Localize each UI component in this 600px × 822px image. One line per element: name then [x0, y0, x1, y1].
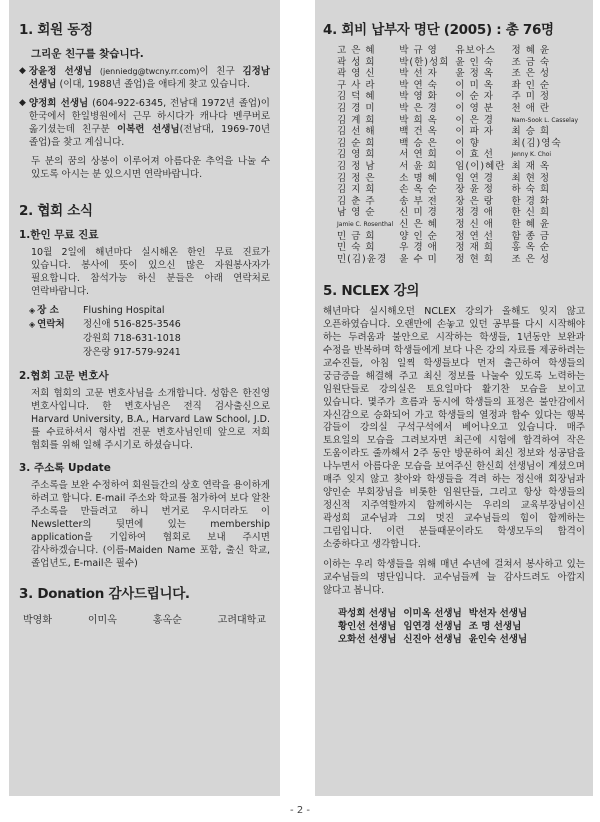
member-name: 한 경 화 — [511, 195, 551, 207]
member-name: 이 파 자 — [455, 126, 494, 138]
member-name: 김 춘 주 — [337, 195, 376, 207]
table-row — [337, 91, 584, 103]
table-row — [337, 607, 533, 620]
diamond-bullet-icon: ◆ — [19, 66, 26, 76]
contact-row-2 — [19, 332, 270, 346]
member-name: 구 사 라 — [337, 79, 376, 91]
directory-text: 주소록을 보완 수정하여 회원들간의 상호 연락을 용이하게 하려고 합니다. E-mail 주소와 학교를 첨가하여 보다 알찬 주소록을 만들려고 하니 번거로 우시더라도 이 Newsletter의 뒷면에 있는 membership application을 기입하여 협회로 보내 주시면 감사하겠습니다. (이름-Maiden Name 포함, 출신 학교, 졸업년도, E-mail은 필수) — [31, 480, 270, 569]
nclex-paragraph-2: 이하는 우리 학생들을 위해 매년 수년에 걸쳐서 봉사하고 있는 교수님들의 명단입니다. 교수님들께 늘 감사드려도 아깝지 않다고 봅니다. — [323, 558, 585, 596]
member-name: 남 영 순 — [337, 207, 376, 219]
name-yang: 양정희 선생님 — [28, 98, 89, 109]
page-number: - 2 - — [290, 805, 310, 816]
section-3-title: 3. Donation 감사드립니다. — [19, 586, 190, 602]
name-lee: 이복련 선생님 — [116, 124, 180, 135]
member-name: 윤 정 옥 — [455, 68, 494, 80]
member-name: 민 금 희 — [337, 230, 376, 242]
faculty-name: 오화선 선생님 — [338, 633, 397, 645]
text-yang-a: (604-922-6345, 전남대 1972년 졸업)이 한국에서 한일병원에서 근무 하시다가 캐나다 벤쿠버로 옮기셨는데 친구분 — [28, 98, 270, 135]
text-jang-b: (이대, 1988년 졸업)을 애타게 찾고 있습니다. — [59, 79, 250, 90]
member-name: 이 영 분 — [455, 102, 494, 114]
lawyer-text: 저희 협회의 고문 변호사님을 소개합니다. 성함은 한진영 변호사입니다. 한 변호사님은 전직 검사출신으로 Harvard University, B.A., Harvard Law School, J.D.를 수료하셔서 형사법 전문 변호사님인데 앞으로 저희 협회를 위해 일해 주시기로 하셨습니다. — [31, 388, 270, 451]
donor-list — [19, 609, 270, 626]
paragraph-closing: 두 분의 꿈의 상봉이 이루어져 아름다운 추억을 나눌 수 있도록 아시는 분 있으시면 연락바랍니다. — [31, 156, 270, 180]
member-name: 김 계 희 — [337, 114, 376, 126]
section-4-title: 4. 회비 납부자 명단 (2005) : 총 76명 — [323, 22, 554, 38]
faculty-name: 곽성희 선생님 — [338, 607, 397, 619]
member-name: 손 옥 순 — [399, 184, 438, 196]
free-clinic-text: 10월 2일에 해년마다 실시해온 한인 무료 진료가 있습니다. 봉사에 뜻이 있으신 많은 자원봉사자가 필요합니다. 참석가능 하신 분들은 아래 연락처로 연락바랍니다. — [31, 247, 270, 297]
member-name: 송 부 전 — [399, 195, 438, 207]
member-name: 서 윤 희 — [399, 160, 438, 172]
member-name: 정 신 애 — [455, 218, 494, 230]
table-row — [337, 138, 584, 150]
section-1-title: 1. 회원 동정 — [19, 22, 93, 38]
member-name: 곽 성 희 — [337, 56, 376, 68]
member-name: 장 은 랑 — [455, 195, 494, 207]
member-name: 박 연 숙 — [399, 79, 438, 91]
contact-row — [19, 318, 270, 332]
member-name: 고 은 혜 — [337, 45, 376, 56]
member-table — [337, 45, 584, 265]
paragraph-yang — [19, 97, 270, 149]
faculty-name: 황인선 선생님 — [338, 620, 397, 632]
member-name: 곽 영 신 — [337, 68, 376, 80]
member-name: 김 덕 혜 — [337, 91, 376, 103]
right-column — [315, 0, 593, 796]
member-name: 김 정 남 — [337, 160, 376, 172]
member-name: 최 승 희 — [511, 126, 551, 138]
member-name: 이 순 자 — [455, 91, 494, 103]
member-name: 민(김)윤경 — [337, 253, 388, 265]
member-name: 서 연 희 — [399, 149, 438, 161]
place-label: 장 소 — [37, 305, 59, 316]
contact-3: 장은랑 917-579-9241 — [83, 347, 181, 358]
table-row — [337, 633, 533, 646]
member-name: 이 향 — [455, 137, 480, 149]
member-name: 양 인 순 — [399, 230, 438, 242]
member-name: 소 명 혜 — [399, 172, 438, 184]
faculty-name: 조 명 선생님 — [468, 620, 522, 632]
faculty-table — [337, 607, 533, 646]
table-row — [337, 80, 584, 92]
faculty-name: 신진아 선생님 — [403, 633, 462, 645]
member-name: 김 순 희 — [337, 137, 376, 149]
text-jang-a: 이 친구 — [199, 66, 235, 77]
section-5-title: 5. NCLEX 강의 — [323, 283, 420, 300]
faculty-name: 이미옥 선생님 — [403, 607, 462, 619]
table-row — [337, 242, 584, 254]
member-name: 김 선 해 — [337, 126, 376, 138]
member-name: 박 선 자 — [399, 68, 438, 80]
member-name: Nam-Sook L. Casselay — [511, 116, 579, 124]
table-row — [337, 219, 584, 231]
member-name: 정 혜 윤 — [511, 45, 551, 56]
contact-row-3 — [19, 346, 270, 360]
name-kim: 김정남 선생님 — [28, 66, 270, 90]
member-name: 박(한)성희 — [399, 56, 450, 68]
member-name: 김 경 미 — [337, 102, 376, 114]
member-name: 최(김)영숙 — [511, 137, 562, 149]
diamond-bullet-icon: ◈ — [29, 306, 36, 315]
member-name: Jamie C. Rosenthal — [337, 220, 394, 228]
member-name: 임(이)혜란 — [455, 160, 506, 172]
member-name: 우 경 애 — [399, 242, 438, 254]
member-name: 하 숙 희 — [511, 184, 551, 196]
member-name: 좌 인 순 — [511, 79, 551, 91]
table-row — [337, 115, 584, 127]
table-row — [337, 173, 584, 185]
member-name: 박 희 옥 — [399, 114, 438, 126]
diamond-bullet-icon: ◆ — [19, 98, 26, 108]
table-row — [337, 254, 584, 266]
subsection-lawyer-title: 2.협회 고문 변호사 — [19, 370, 109, 382]
text-yang-b: (전남대, 1969-70년 졸업)을 찾고 계십니다. — [28, 124, 270, 148]
table-row — [337, 184, 584, 196]
faculty-name: 임연경 선생님 — [403, 620, 462, 632]
member-name: 정 현 희 — [455, 253, 494, 265]
member-name: 조 금 숙 — [511, 56, 551, 68]
member-name: 박 은 경 — [399, 102, 438, 114]
member-name: 박 영 화 — [399, 91, 438, 103]
member-name: 유보아스 — [455, 45, 497, 56]
donor-name: 고려대학교 — [217, 615, 266, 626]
table-row — [337, 126, 584, 138]
place-value: Flushing Hospital — [83, 305, 165, 316]
member-name: 이 미 옥 — [455, 79, 494, 91]
contact-2: 강원희 718-631-1018 — [83, 333, 181, 344]
member-name: 최 현 정 — [511, 172, 551, 184]
subsection-directory-title: 3. 주소록 Update — [19, 462, 111, 474]
member-name: 윤 수 미 — [399, 253, 438, 265]
member-name: 민 숙 희 — [337, 242, 376, 254]
diamond-bullet-icon: ◈ — [29, 320, 36, 329]
member-name: 신 은 혜 — [399, 218, 438, 230]
table-row — [337, 103, 584, 115]
table-row — [337, 57, 584, 69]
table-row — [337, 45, 584, 57]
left-column — [9, 0, 280, 796]
donor-name: 박영화 — [23, 615, 52, 626]
faculty-name: 박선자 선생님 — [468, 607, 528, 619]
member-name: 이 은 경 — [455, 114, 494, 126]
member-name: 함 종 금 — [511, 230, 551, 242]
table-row — [337, 149, 584, 161]
name-jang: 장윤정 선생님 — [28, 66, 93, 77]
table-row — [337, 68, 584, 80]
member-name: 한 신 희 — [511, 207, 551, 219]
member-name: Jenny K. Choi — [511, 151, 552, 159]
faculty-name: 윤인숙 선생님 — [468, 633, 528, 645]
member-name: 임 연 경 — [455, 172, 494, 184]
paragraph-jang — [19, 65, 270, 91]
donor-name: 홍옥순 — [152, 615, 182, 626]
member-name: 한 혜 윤 — [511, 218, 551, 230]
member-name: 조 은 성 — [511, 68, 551, 80]
table-row — [337, 620, 533, 633]
section-1-subtitle: 그리운 친구를 찾습니다. — [31, 48, 144, 60]
member-name: 김 지 희 — [337, 184, 376, 196]
table-row — [337, 196, 584, 208]
member-name: 김 영 희 — [337, 149, 376, 161]
subsection-free-clinic-title: 1.한인 무료 진료 — [19, 229, 99, 241]
member-name: 김 정 은 — [337, 172, 376, 184]
table-row — [337, 161, 584, 173]
member-name: 홍 옥 순 — [511, 242, 551, 254]
member-name: 정 재 희 — [455, 242, 494, 254]
member-name: 정 경 애 — [455, 207, 494, 219]
nclex-paragraph-1: 해년마다 실시해오던 NCLEX 강의가 올해도 잊지 않고 오픈하였습니다. 오랜만에 손놓고 있던 공부를 다시 시작해야 하는 두려움과 불안으로 시작하는 학생들, 1년동안 보완과 수정을 반복하며 학생들에게 보다 나은 강의 자료를 제공하려는 교수진들, 아침 일찍 학생들보다 먼저 출근하여 학생들의 궁금증을 해결해 주고 최신 정보를 나눌수 있도록 노력하는 임원단들로 강의실은 토요일마다 활기찬 모습을 보이고 있습니다. 몇주가 흐름과 동시에 학생들의 표정은 불안감에서 자신감으로 승화되어 가고 학생들의 열정과 합수 있다는 행복 감들이 강의실 구석구석에서 베어나오고 있습니다. 매주 토요일의 모습을 그려보자면 최근에 시험에 합격하여 작은 도움이라도 줄까해서 2주 동안 방문하여 최신 정보와 성공담을 나누면서 아름다운 모습을 보여주신 한신희 선생님이 계셨으며 매주 잊지 않고 찾아와 학생들을 격려 하는 정신애 회장님과 양인순 부회장님을 비롯한 임원단들, 그리고 항상 학생들의 정신적 지주역할까지 함께하시는 우리의 교육부장님이신 곽성희 교수님과 그외 멋진 교수님들의 힘이 함께하는 그림입니다. 이런 분들때문이라도 학생모두의 합격이 소중하다고 생각합니다. — [323, 306, 585, 550]
table-row — [337, 207, 584, 219]
email-jang: (jenniedg@twcny.rr.com) — [99, 67, 200, 76]
member-name: 장 윤 정 — [455, 184, 494, 196]
member-name: 주 미 정 — [511, 91, 551, 103]
member-name: 이 효 선 — [455, 149, 494, 161]
member-name: 정 연 선 — [455, 230, 494, 242]
member-name: 최 재 옥 — [511, 160, 551, 172]
table-row — [337, 231, 584, 243]
member-name: 천 애 란 — [511, 102, 551, 114]
donor-name: 이미옥 — [87, 615, 117, 626]
member-name: 박 규 영 — [399, 45, 438, 56]
member-name: 백 승 은 — [399, 137, 438, 149]
section-2-title: 2. 협회 소식 — [19, 203, 93, 219]
member-name: 백 건 옥 — [399, 126, 438, 138]
place-row — [19, 304, 270, 318]
contact-1: 정신애 516-825-3546 — [83, 319, 181, 330]
member-name: 윤 인 숙 — [455, 56, 494, 68]
contact-label: 연락처 — [37, 319, 65, 330]
member-name: 조 은 성 — [511, 253, 551, 265]
member-name: 신 미 경 — [399, 207, 438, 219]
